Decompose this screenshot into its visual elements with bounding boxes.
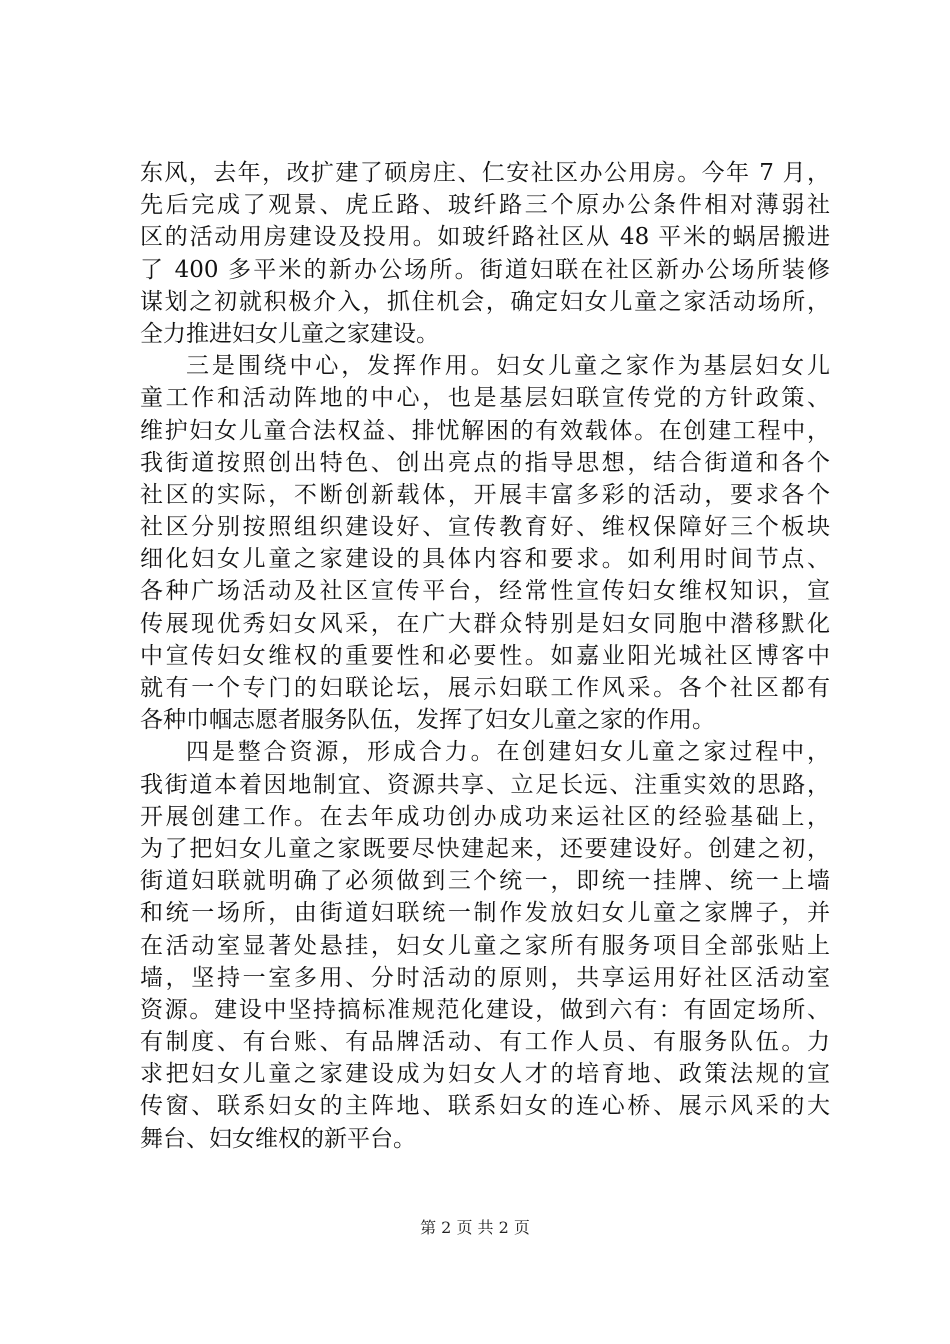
paragraph-3-line-9: 资源。建设中坚持搞标准规范化建设，做到六有：有固定场所、 (140, 996, 830, 1023)
paragraph-3-line-12: 传窗、联系妇女的主阵地、联系妇女的连心桥、展示风采的大 (140, 1093, 830, 1120)
page-number-label: 第 2 页 共 2 页 (420, 1218, 530, 1237)
paragraph-2-line-4: 我街道按照创出特色、创出亮点的指导思想，结合街道和各个 (140, 449, 830, 476)
paragraph-2-line-7: 细化妇女儿童之家建设的具体内容和要求。如利用时间节点、 (140, 546, 830, 573)
paragraph-3-line-8: 墙，坚持一室多用、分时活动的原则，共享运用好社区活动室 (140, 964, 830, 991)
paragraph-3-line-4: 为了把妇女儿童之家既要尽快建起来，还要建设好。创建之初， (140, 835, 830, 862)
paragraph-2-line-8: 各种广场活动及社区宣传平台，经常性宣传妇女维权知识，宣 (140, 578, 830, 605)
paragraph-2-line-10: 中宣传妇女维权的重要性和必要性。如嘉业阳光城社区博客中 (140, 642, 830, 669)
paragraph-1-line-6: 全力推进妇女儿童之家建设。 (140, 320, 439, 347)
paragraph-1-line-3: 区的活动用房建设及投用。如玻纤路社区从 48 平米的蜗居搬进 (140, 224, 830, 251)
paragraph-3-line-3: 开展创建工作。在去年成功创办成功来运社区的经验基础上， (140, 803, 830, 830)
paragraph-2-line-11: 就有一个专门的妇联论坛，展示妇联工作风采。各个社区都有 (140, 675, 830, 701)
paragraph-3-line-11: 求把妇女儿童之家建设成为妇女人才的培育地、政策法规的宣 (140, 1061, 830, 1088)
paragraph-2-line-9: 传展现优秀妇女风采，在广大群众特别是妇女同胞中潜移默化 (140, 610, 830, 637)
paragraph-1-line-1: 东风，去年，改扩建了硕房庄、仁安社区办公用房。今年 7 月， (140, 160, 830, 186)
page-footer (0, 1218, 950, 1238)
paragraph-3-line-10: 有制度、有台账、有品牌活动、有工作人员、有服务队伍。力 (140, 1029, 830, 1056)
paragraph-2-line-1: 三是围绕中心，发挥作用。妇女儿童之家作为基层妇女儿 (186, 353, 830, 380)
paragraph-1-line-2: 先后完成了观景、虎丘路、玻纤路三个原办公条件相对薄弱社 (140, 192, 830, 219)
paragraph-1-line-5: 谋划之初就积极介入，抓住机会，确定妇女儿童之家活动场所， (140, 288, 830, 315)
paragraph-3-line-7: 在活动室显著处悬挂，妇女儿童之家所有服务项目全部张贴上 (140, 932, 830, 959)
paragraph-3-line-2: 我街道本着因地制宜、资源共享、立足长远、注重实效的思路， (140, 771, 830, 798)
paragraph-3-line-6: 和统一场所，由街道妇联统一制作发放妇女儿童之家牌子，并 (140, 900, 830, 927)
paragraph-3-line-1: 四是整合资源，形成合力。在创建妇女儿童之家过程中， (186, 739, 830, 766)
document-body (140, 157, 830, 1155)
paragraph-2-line-12: 各种巾帼志愿者服务队伍，发挥了妇女儿童之家的作用。 (140, 707, 715, 734)
paragraph-2-line-5: 社区的实际，不断创新载体，开展丰富多彩的活动，要求各个 (140, 481, 830, 508)
paragraph-3-line-5: 街道妇联就明确了必须做到三个统一，即统一挂牌、统一上墙 (140, 868, 830, 895)
paragraph-3-line-13: 舞台、妇女维权的新平台。 (140, 1125, 416, 1152)
paragraph-2-line-3: 维护妇女儿童合法权益、排忧解困的有效载体。在创建工程中， (140, 417, 830, 444)
paragraph-2-line-2: 童工作和活动阵地的中心，也是基层妇联宣传党的方针政策、 (140, 385, 830, 412)
paragraph-2-line-6: 社区分别按照组织建设好、宣传教育好、维权保障好三个板块 (140, 514, 830, 541)
paragraph-1-line-4: 了 400 多平米的新办公场所。街道妇联在社区新办公场所装修 (140, 256, 830, 283)
